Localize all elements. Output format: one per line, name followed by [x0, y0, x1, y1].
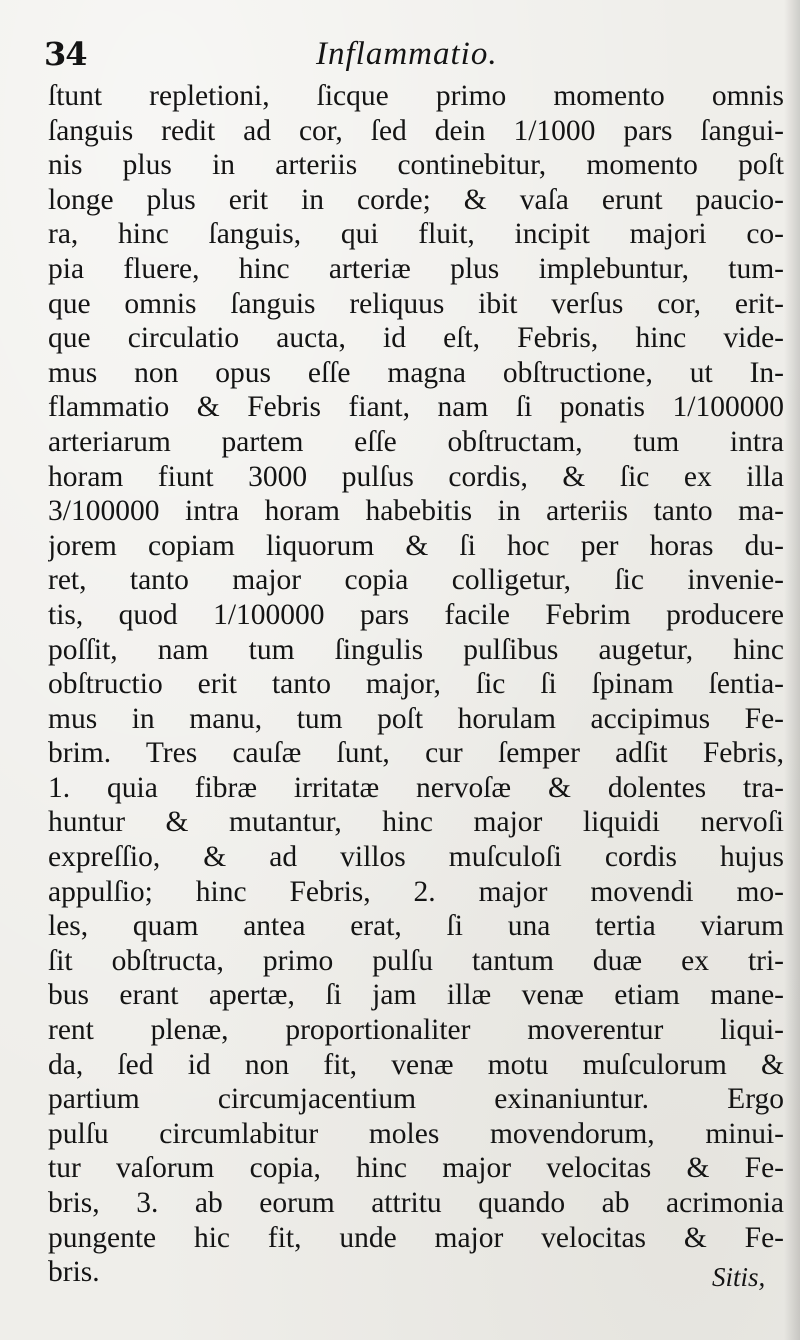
text-line: poſſit, nam tum ſingulis pulſibus augetur, hinc — [48, 633, 784, 666]
text-line: pulſu circumlabitur moles movendorum, minui- — [48, 1117, 784, 1150]
text-line: horam fiunt 3000 pulſus cordis, & ſic ex illa — [48, 460, 784, 493]
page-number: 34 — [44, 35, 87, 73]
text-line: obſtructio erit tanto major, ſic ſi ſpinam ſentia- — [48, 668, 784, 701]
text-line: tis, quod 1/100000 pars facile Febrim producere — [48, 598, 784, 631]
text-line: pia fluere, hinc arteriæ plus implebuntur, tum- — [48, 252, 784, 285]
text-line: partium circumjacentium exinaniuntur. Ergo — [48, 1083, 784, 1116]
text-line: ſit obſtructa, primo pulſu tantum duæ ex tri- — [48, 944, 784, 977]
page-edge-shadow — [784, 0, 800, 1340]
text-line: mus in manu, tum poſt horulam accipimus Fe- — [48, 702, 784, 735]
text-line: 1. quia fibræ irritatæ nervoſæ & dolentes tra- — [48, 771, 784, 804]
text-line: appulſio; hinc Febris, 2. major movendi mo- — [48, 875, 784, 908]
text-line: 3/100000 intra horam habebitis in arteriis tanto ma- — [48, 495, 784, 528]
text-line: bus erant apertæ, ſi jam illæ venæ etiam mane- — [48, 979, 784, 1012]
text-line: mus non opus eſſe magna obſtructione, ut In- — [48, 356, 784, 389]
text-line: flammatio & Febris fiant, nam ſi ponatis 1/100000 — [48, 391, 784, 424]
text-line: ſanguis redit ad cor, ſed dein 1/1000 pars ſangui- — [48, 114, 784, 147]
text-line: pungente hic fit, unde major velocitas & Fe- — [48, 1221, 784, 1254]
catchword: Sitis, — [712, 1262, 766, 1292]
text-line: nis plus in arteriis continebitur, momento poſt — [48, 149, 784, 182]
text-line: bris. — [48, 1256, 100, 1289]
text-line: expreſſio, & ad villos muſculoſi cordis hujus — [48, 841, 784, 874]
text-line: tur vaſorum copia, hinc major velocitas & Fe- — [48, 1152, 784, 1185]
text-line: bris, 3. ab eorum attritu quando ab acrimonia — [48, 1187, 784, 1219]
text-line: huntur & mutantur, hinc major liquidi nervoſi — [48, 806, 784, 839]
text-line: brim. Tres cauſæ ſunt, cur ſemper adſit Febris, — [48, 737, 784, 770]
text-line: arteriarum partem eſſe obſtructam, tum intra — [48, 425, 784, 458]
text-line: ret, tanto major copia colligetur, ſic invenie- — [48, 564, 784, 597]
running-title: Inflammatio. — [316, 36, 498, 72]
text-line: rent plenæ, proportionaliter moverentur liqui- — [48, 1014, 784, 1047]
text-line: que omnis ſanguis reliquus ibit verſus cor, erit- — [48, 287, 784, 320]
text-line: jorem copiam liquorum & ſi hoc per horas du- — [48, 529, 784, 562]
text-line: longe plus erit in corde; & vaſa erunt paucio- — [48, 183, 784, 216]
text-line: ra, hinc ſanguis, qui fluit, incipit majori co- — [48, 218, 784, 251]
text-line: da, ſed id non fit, venæ motu muſculorum & — [48, 1048, 784, 1081]
text-line: ſtunt repletioni, ſicque primo momento omnis — [48, 80, 784, 112]
body-text — [48, 79, 784, 1290]
text-line: que circulatio aucta, id eſt, Febris, hinc vide- — [48, 322, 784, 355]
text-line: les, quam antea erat, ſi una tertia viarum — [48, 910, 784, 943]
